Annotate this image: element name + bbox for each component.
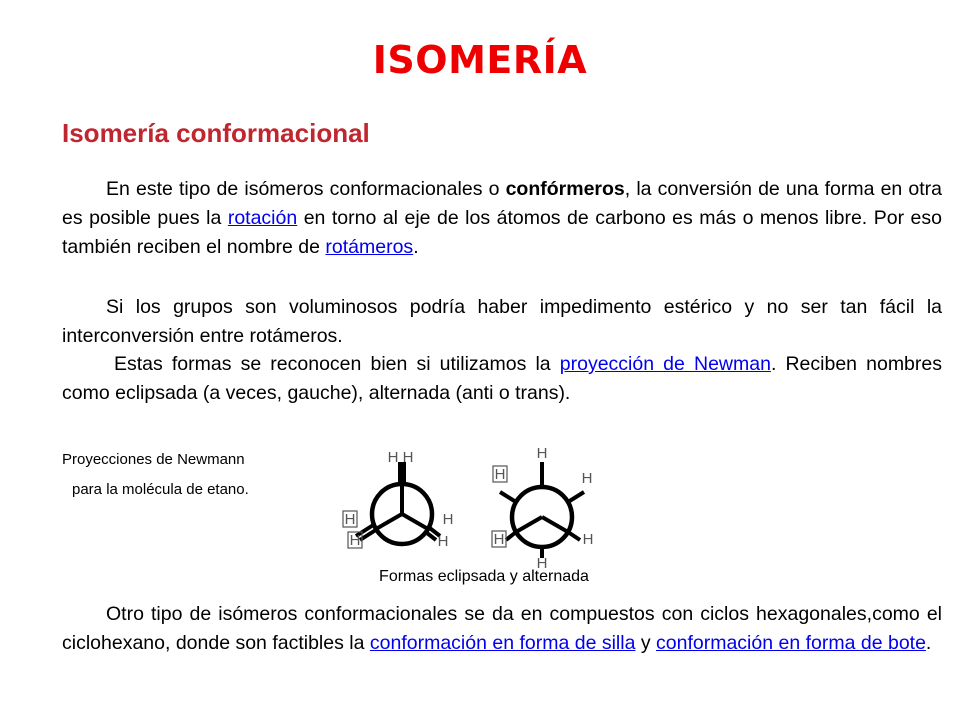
side-caption-line1: Proyecciones de Newmann	[62, 451, 245, 468]
text-segment: Estas formas se reconocen bien si utilizamos la	[114, 353, 560, 375]
figure-side-caption	[62, 445, 249, 505]
text-segment: en torno al eje de los átomos de carbono es más o menos libre. Por eso también reciben el nombre de	[62, 207, 942, 258]
link-proyeccion-newman[interactable]: proyección de Newman	[559, 353, 771, 375]
page-title: ISOMERÍA	[372, 38, 588, 82]
figure-caption: Formas eclipsada y alternada	[379, 568, 589, 585]
atom-label-h: H	[494, 466, 506, 483]
text-segment: Otro tipo de isómeros conformacionales se da en compuestos con ciclos hexagonales,como el ciclohexano, donde son factibles la	[62, 603, 942, 654]
atom-label-h: H	[344, 511, 356, 528]
atom-label-h: H	[387, 449, 399, 466]
atom-label-h: H	[349, 532, 361, 549]
link-rotacion[interactable]: rotación	[227, 207, 298, 229]
atom-label-h: H	[402, 449, 414, 466]
text-segment: En este tipo de isómeros conformacionales o	[106, 178, 506, 200]
text-segment: .	[413, 236, 419, 258]
link-rotameros[interactable]: rotámeros	[325, 236, 414, 258]
bond-line	[568, 492, 584, 502]
paragraph-newman	[62, 350, 942, 408]
bond-line	[568, 532, 580, 540]
bond-line	[506, 532, 516, 540]
bold-term-conformeros: confórmeros	[505, 178, 625, 200]
atom-label-h: H	[582, 531, 594, 548]
paragraph-steric	[62, 293, 942, 351]
staggered-projection	[492, 445, 593, 570]
bond-line	[500, 492, 516, 502]
atom-label-h: H	[437, 533, 449, 550]
paragraph-cyclohexane	[62, 600, 942, 658]
text-segment: y	[635, 632, 657, 654]
text-segment: . Reciben nombres como eclipsada (a veces, gauche), alternada (anti o trans).	[62, 353, 942, 404]
side-caption-line2: para la molécula de etano.	[72, 481, 249, 498]
atom-label-h: H	[442, 511, 454, 528]
atom-label-h: H	[581, 470, 593, 487]
eclipsed-projection	[343, 449, 453, 550]
paragraph-conformers	[62, 175, 942, 262]
atom-label-h: H	[493, 531, 505, 548]
atom-label-h: H	[536, 445, 548, 462]
newman-projections-diagram	[330, 440, 620, 570]
atom-label-h: H	[536, 555, 548, 570]
text-segment: .	[925, 632, 932, 654]
link-conformacion-bote[interactable]: conformación en forma de bote	[656, 632, 926, 654]
section-subtitle: Isomería conformacional	[62, 118, 370, 148]
link-conformacion-silla[interactable]: conformación en forma de silla	[369, 632, 636, 654]
text-segment: , la conversión de una forma en otra es posible pues la	[62, 178, 942, 229]
text-segment: Si los grupos son voluminosos podría haber impedimento estérico y no ser tan fácil la interconversión entre rotámeros.	[62, 296, 942, 347]
